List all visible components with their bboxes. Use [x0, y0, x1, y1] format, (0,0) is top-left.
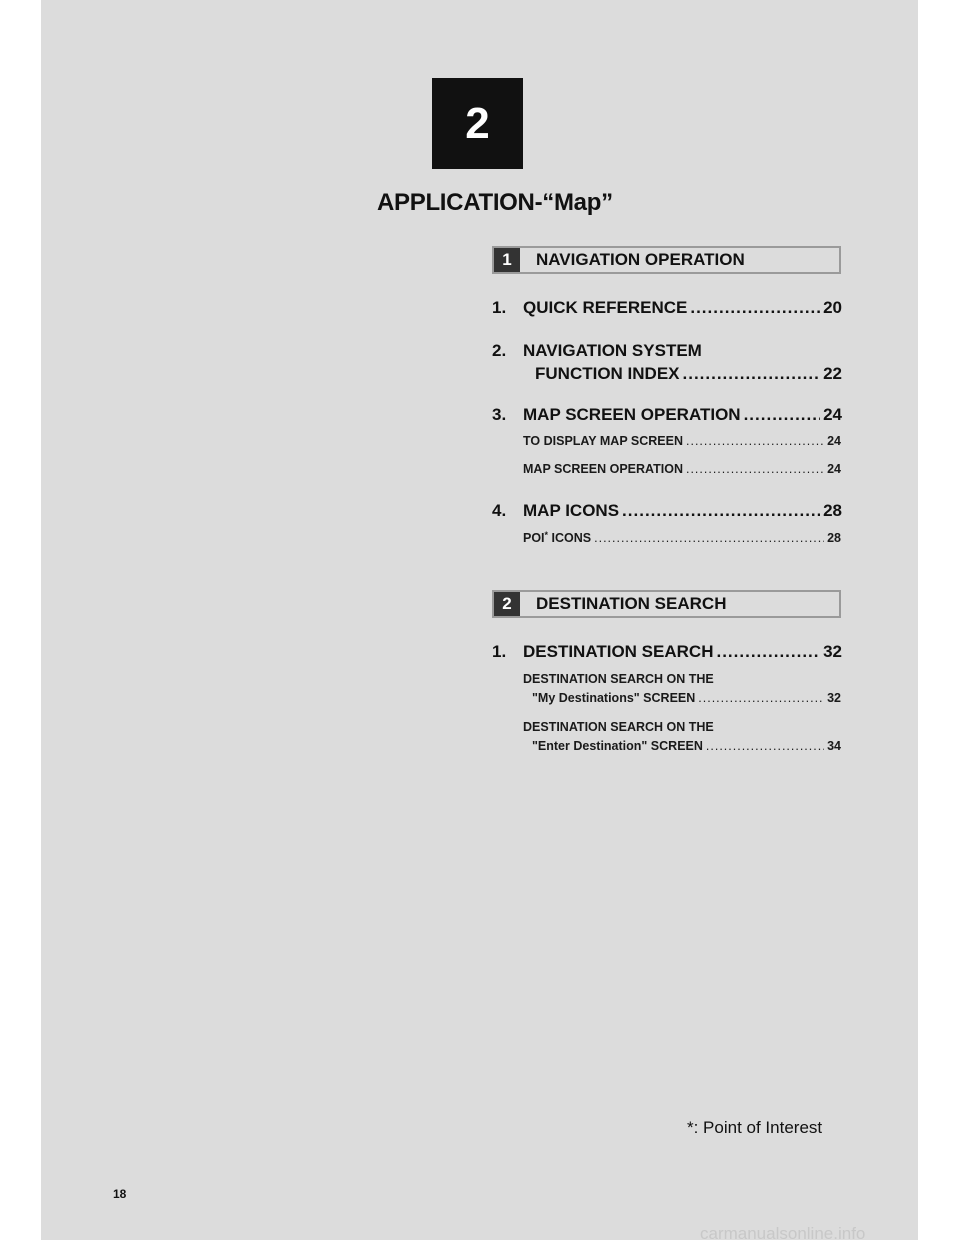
toc-subentry-page: 34 — [827, 739, 841, 753]
dot-leader — [706, 739, 824, 753]
dot-leader — [716, 642, 820, 662]
section-header-navigation-operation — [492, 246, 841, 274]
toc-subentry-title-line2: "Enter Destination" SCREEN — [532, 739, 703, 753]
toc-subentry-poi-icons[interactable] — [523, 531, 841, 545]
manual-page — [41, 0, 918, 1240]
toc-entry-quick-reference[interactable] — [492, 298, 842, 318]
toc-subentry-page: 32 — [827, 691, 841, 705]
section-label: DESTINATION SEARCH — [536, 594, 727, 613]
toc-entry-number: 4. — [492, 501, 507, 520]
toc-subentry-title: MAP SCREEN OPERATION — [523, 462, 683, 476]
toc-subentry-page: 28 — [827, 531, 841, 545]
toc-entry-page: 28 — [823, 501, 842, 520]
chapter-number-box — [432, 78, 523, 169]
dot-leader — [744, 405, 821, 425]
section-header-destination-search — [492, 590, 841, 618]
toc-entry-title: DESTINATION SEARCH — [523, 642, 714, 661]
toc-subentry-to-display-map-screen[interactable] — [523, 434, 841, 448]
toc-subentry-map-screen-operation[interactable] — [523, 462, 841, 476]
toc-entry-title-line1: NAVIGATION SYSTEM — [523, 341, 702, 360]
toc-entry-number: 1. — [492, 642, 507, 661]
toc-entry-title: MAP SCREEN OPERATION — [523, 405, 741, 424]
toc-subentry-title-line1: DESTINATION SEARCH ON THE — [523, 672, 714, 686]
toc-entry-page: 20 — [823, 298, 842, 317]
toc-entry-map-icons[interactable] — [492, 501, 842, 521]
toc-subentry-enter-destination[interactable] — [523, 720, 841, 753]
footnote-marker: * — [544, 530, 549, 540]
section-number: 1 — [494, 248, 520, 272]
toc-entry-destination-search[interactable] — [492, 642, 842, 662]
toc-entry-title-line2: FUNCTION INDEX — [535, 364, 680, 383]
toc-entry-page: 22 — [823, 364, 842, 383]
toc-subentry-title: POI* ICONS — [523, 530, 592, 545]
toc-subentry-page: 24 — [827, 434, 841, 448]
section-label: NAVIGATION OPERATION — [536, 250, 745, 269]
page-number: 18 — [113, 1187, 127, 1201]
toc-subentry-title-line2: "My Destinations" SCREEN — [532, 691, 696, 705]
dot-leader — [622, 501, 820, 521]
toc-subentry-title-line1: DESTINATION SEARCH ON THE — [523, 720, 714, 734]
dot-leader — [686, 462, 824, 476]
dot-leader — [683, 364, 821, 384]
dot-leader — [686, 434, 824, 448]
chapter-title: APPLICATION-“Map” — [377, 189, 613, 216]
dot-leader — [594, 531, 824, 545]
toc-entry-navigation-system-function-index[interactable] — [492, 341, 842, 384]
toc-subentry-title: TO DISPLAY MAP SCREEN — [523, 434, 683, 448]
footnote: *: Point of Interest — [687, 1118, 823, 1137]
toc-entry-title: QUICK REFERENCE — [523, 298, 688, 317]
toc-entry-number: 3. — [492, 405, 507, 424]
toc-entry-number: 1. — [492, 298, 507, 317]
watermark: carmanualsonline.info — [700, 1224, 866, 1243]
chapter-number: 2 — [465, 98, 490, 148]
toc-entry-title: MAP ICONS — [523, 501, 620, 520]
toc-subentry-my-destinations[interactable] — [523, 672, 841, 705]
dot-leader — [698, 691, 824, 705]
toc-entry-map-screen-operation[interactable] — [492, 405, 842, 425]
toc-entry-page: 32 — [823, 642, 842, 661]
toc-entry-number: 2. — [492, 341, 507, 360]
toc-subentry-page: 24 — [827, 462, 841, 476]
dot-leader — [690, 298, 820, 318]
toc-entry-page: 24 — [823, 405, 842, 424]
section-number: 2 — [494, 592, 520, 616]
